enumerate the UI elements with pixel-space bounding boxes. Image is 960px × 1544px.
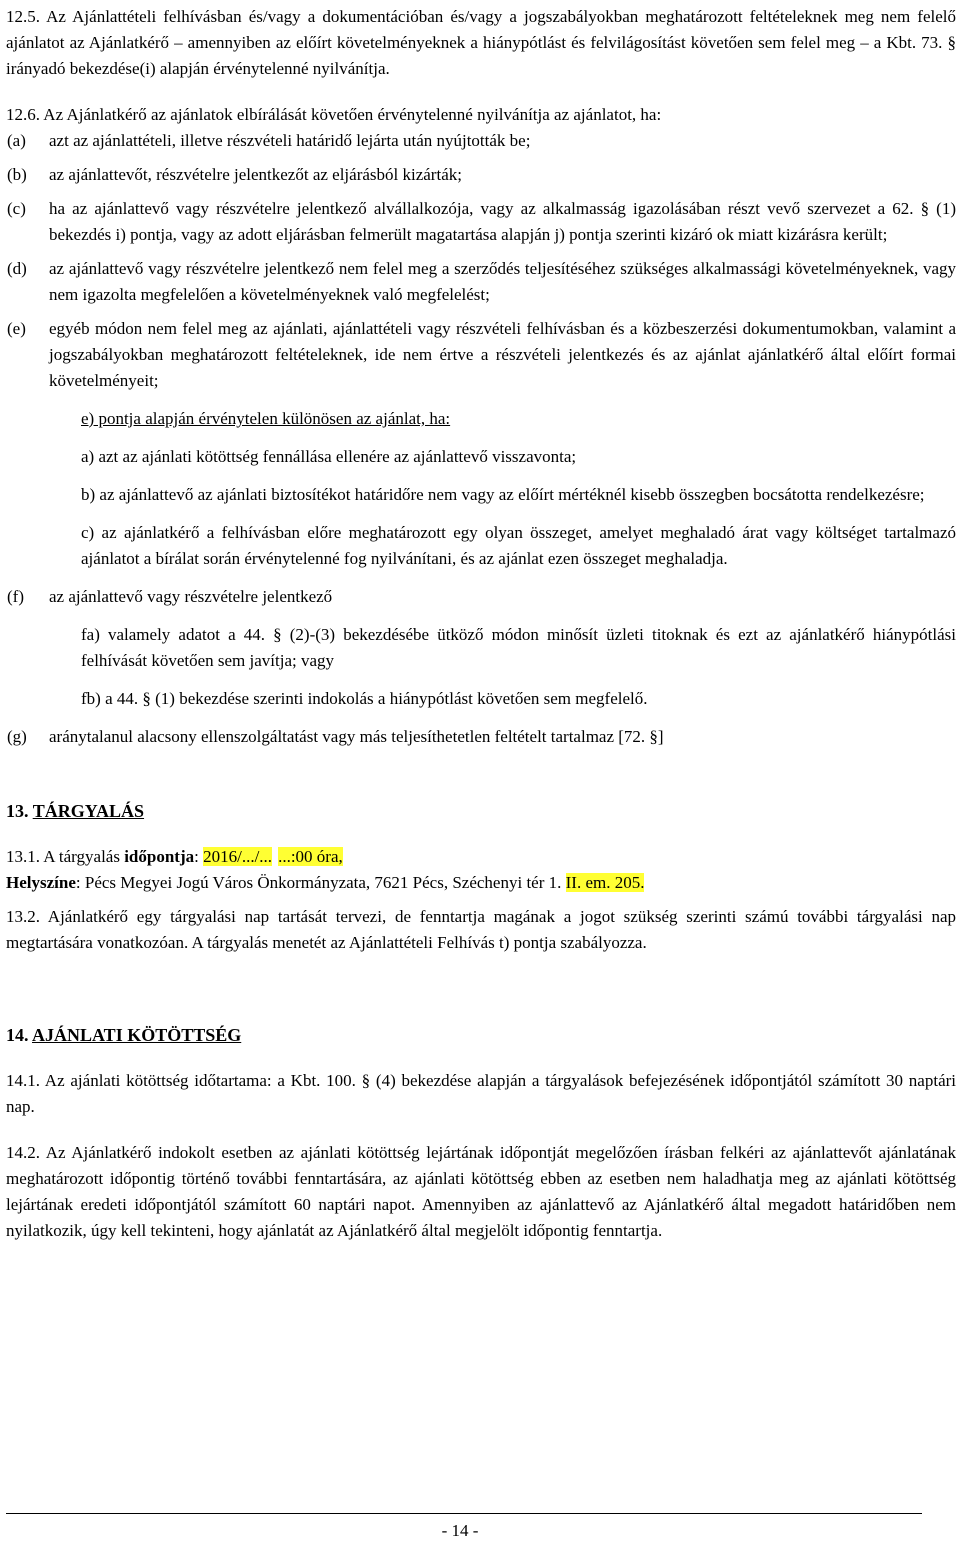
text-span: : [194,847,204,866]
item-text: azt az ajánlattételi, illetve részvételi határidő lejárta után nyújtották be; [49,131,531,150]
bold-label: időpontja [124,847,195,866]
item-text: az ajánlattevő vagy részvételre jelentkező [49,587,333,606]
list-item [6,724,956,750]
list-item [6,128,956,154]
item-label: (c) [7,199,26,218]
e-sub-item: a) azt az ajánlati kötöttség fennállása ellenére az ajánlattevő visszavonta; [81,447,577,466]
paragraph-12-6: 12.6. Az Ajánlatkérő az ajánlatok elbírálását követően érvénytelenné nyilvánítja az ajánlatot, ha: [6,105,662,124]
text-span: : Pécs Megyei Jogú Város Önkormányzata, 7621 Pécs, Széchenyi tér 1. [75,873,566,892]
section-number: 14. [6,1025,33,1045]
e-subheading: e) pontja alapján érvénytelen különösen az ajánlat, ha: [81,409,451,428]
item-label: (e) [7,319,26,338]
paragraph-13-1 [6,844,956,870]
section-title: TÁRGYALÁS [32,801,145,821]
paragraph-14-1: 14.1. Az ajánlati kötöttség időtartama: a Kbt. 100. § (4) bekezdése alapján a tárgyalások befejezésének időpontjától számított 30 naptári nap. [6,1071,956,1116]
item-label: (b) [7,165,27,184]
e-sub-item: c) az ajánlatkérő a felhívásban előre meghatározott egy olyan összeget, amelyet meghaladó árat vagy költséget tartalmazó ajánlatot a bírálat során érvénytelenné fog nyilvánítani, és az ajánlat ezen összeget meghaladja. [81,523,956,568]
item-text: az ajánlattevőt, részvételre jelentkezőt az eljárásból kizárták; [49,165,462,184]
paragraph-13-2: 13.2. Ajánlatkérő egy tárgyalási nap tartását tervezi, de fenntartja magának a jogot szükség szerinti számú további tárgyalási nap megtartására vonatkozóan. A tárgyalás menetét az Ajánlattételi Felhívás t) pontja szabályozza. [6,907,956,952]
item-label: (d) [7,259,27,278]
item-text: egyéb módon nem felel meg az ajánlati, ajánlattételi vagy részvételi felhívásban és a közbeszerzési dokumentumokban, valamint a jogszabályokban meghatározott feltételeknek, ide nem értve a részvételi jelentkezés és az ajánlat ajánlatkérő által előírt formai követelményeit; [49,319,956,390]
section-title: AJÁNLATI KÖTÖTTSÉG [32,1025,242,1045]
list-item [6,316,956,394]
paragraph-12-5: 12.5. Az Ajánlattételi felhívásban és/vagy a dokumentációban és/vagy a jogszabályokban meghatározott feltételeknek meg nem felelő ajánlatot az Ajánlatkérő – amennyiben az előírt követelményeknek a hiánypótlást és felvilágosítást követően sem felel meg – a Kbt. 73. § irányadó bekezdése(i) alapján érvénytelenné nyilvánítja. [6,7,956,78]
footer-divider [6,1513,922,1514]
e-sub-item: b) az ajánlattevő az ajánlati biztosítékot határidőre nem vagy az előírt mértéknél kisebb összegben bocsátotta rendelkezésre; [81,485,925,504]
highlighted-time: ...:00 óra, [278,847,343,866]
item-text: az ajánlattevő vagy részvételre jelentkező nem felel meg a szerződés teljesítéséhez szükséges alkalmassági követelményeknek, vagy nem igazolta megfelelően a követelményeknek való megfelelést; [49,259,956,304]
paragraph-14-2: 14.2. Az Ajánlatkérő indokolt esetben az ajánlati kötöttség lejártának időpontját megelőzően írásban felkéri az ajánlattevőt ajánlatának meghatározott időpontig történő további fenntartására, az ajánlati kötöttség ebben az esetben nem haladhatja meg az ajánlati kötöttség lejártának eredeti időpontjától számított 60 naptári napot. Amennyiben az ajánlattevő az Ajánlatkérő által megadott határidőben nem nyilatkozik, úgy kell tekinteni, hogy ajánlatát az Ajánlatkérő által megjelölt időpontig fenntartja. [6,1143,956,1240]
item-label: (f) [7,587,24,606]
f-sub-item: fb) a 44. § (1) bekezdése szerinti indokolás a hiánypótlást követően sem megfelelő. [81,689,648,708]
bold-label: Helyszíne [6,873,76,892]
list-item [6,196,956,248]
f-sub-item: fa) valamely adatot a 44. § (2)-(3) bekezdésébe ütköző módon minősít üzleti titoknak és ezt az ajánlatkérő hiánypótlási felhívását követően sem javítja; vagy [81,625,956,670]
list-item [6,256,956,308]
highlighted-date: 2016/.../... [203,847,273,866]
item-text: aránytalanul alacsony ellenszolgáltatást vagy más teljesíthetetlen feltételt tartalmaz [72. §] [49,727,664,746]
item-label: (a) [7,131,26,150]
list-item [6,584,956,610]
item-label: (g) [7,727,27,746]
section-number: 13. [6,801,33,821]
text-span: 13.1. A tárgyalás [6,847,125,866]
item-list [6,128,956,394]
paragraph-13-place [6,870,956,896]
section-13-heading [6,798,956,824]
list-item [6,162,956,188]
section-14-heading [6,1022,956,1048]
item-text: ha az ajánlattevő vagy részvételre jelentkező alvállalkozója, vagy az alkalmasság igazolásában részt vevő szervezet a 62. § (1) bekezdés i) pontja, vagy az adott eljárásban felmerült magatartása alapján j) pontja szerinti kizáró ok miatt kizárásra került; [49,199,956,244]
highlighted-room: II. em. 205. [565,873,645,892]
page-number: - 14 - [441,1521,479,1540]
document-page [6,4,956,1244]
